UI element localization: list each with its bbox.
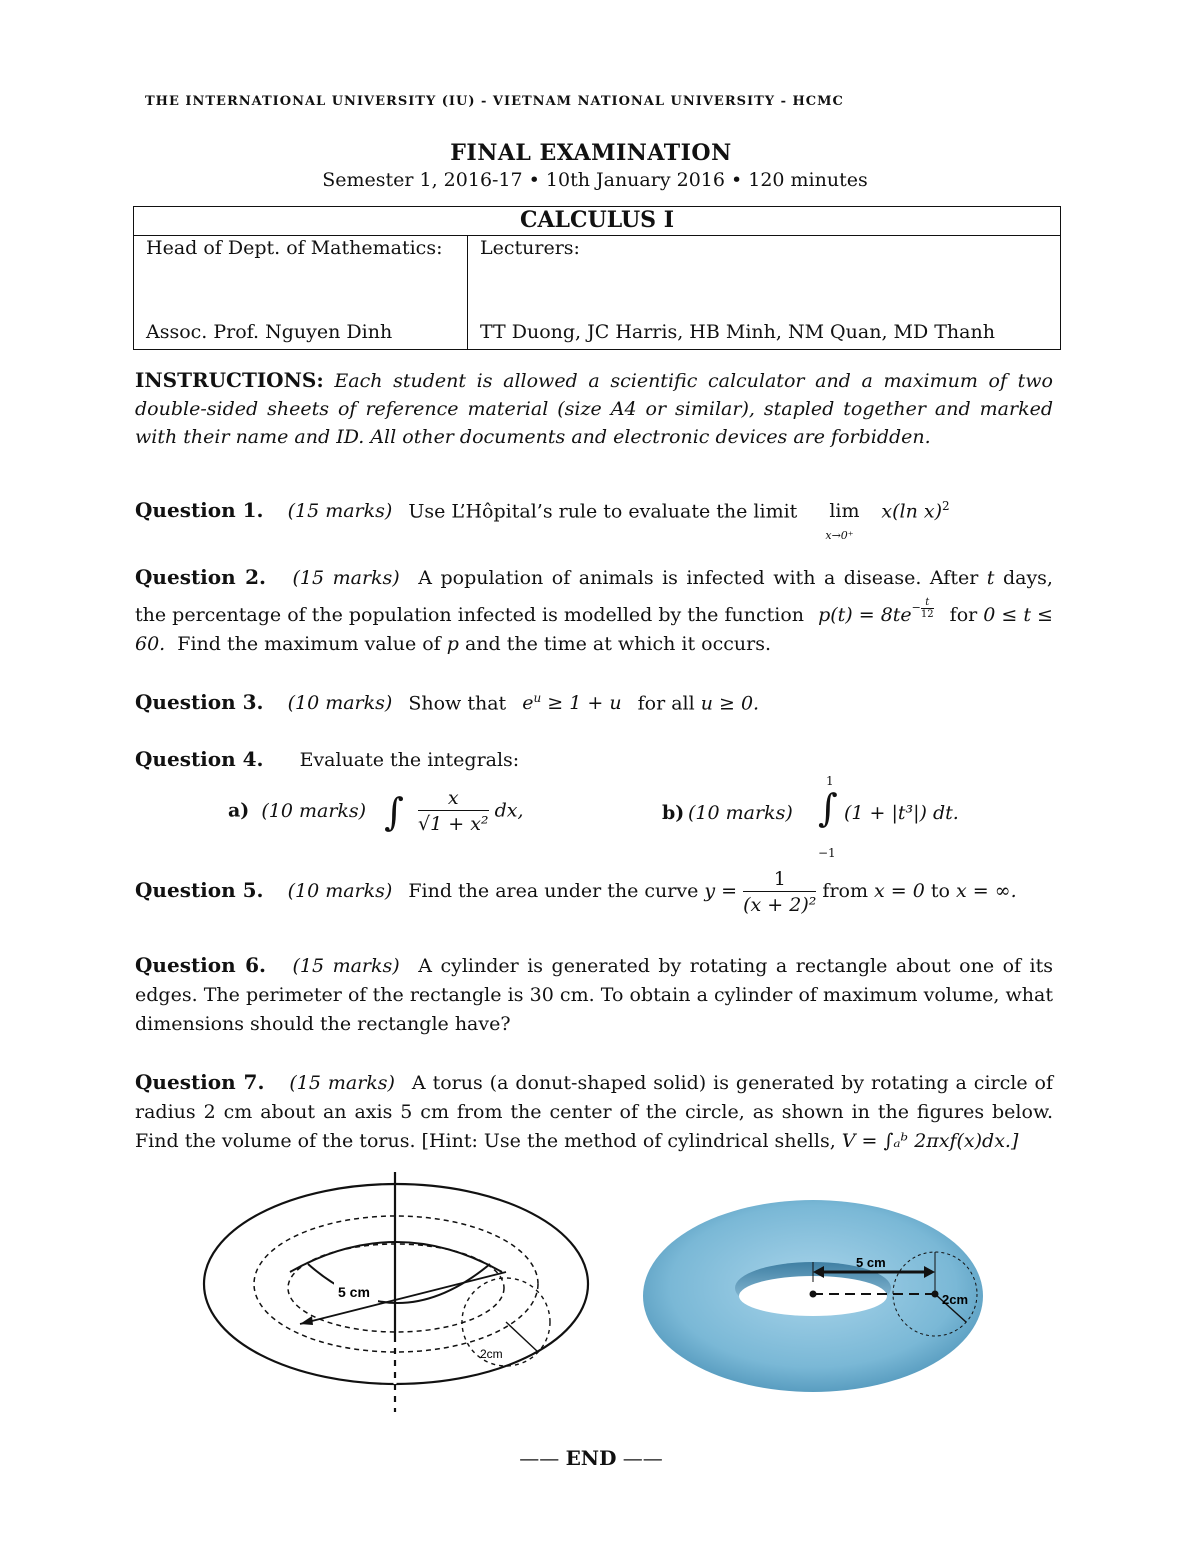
- integrand-a-dx: dx,: [494, 799, 524, 822]
- question-7-label: Question 7.: [135, 1070, 265, 1094]
- question-3-text-b: for all: [637, 692, 695, 715]
- question-2-text-b: days, the percentage of the population infected is modelled by the function: [135, 567, 1053, 626]
- exam-title: FINAL EXAMINATION: [450, 140, 732, 166]
- exam-subtitle: Semester 1, 2016-17 • 10th January 2016 • 120 minutes: [322, 169, 868, 191]
- question-5: [135, 862, 1053, 919]
- from-value: x = 0: [874, 880, 925, 902]
- upper-limit: 1: [826, 774, 834, 788]
- integral-b: [662, 774, 982, 864]
- question-2-text-d: Find the maximum value of: [177, 633, 441, 655]
- label-5cm-right: 5 cm: [856, 1255, 886, 1270]
- limit-operator: [825, 497, 875, 543]
- question-5-text-b: from: [822, 880, 868, 902]
- instructions: [135, 366, 1053, 451]
- head-name: Assoc. Prof. Nguyen Dinh: [146, 321, 393, 343]
- head-label: Head of Dept. of Mathematics:: [146, 237, 443, 259]
- var-t: t: [986, 567, 995, 589]
- question-3: [135, 684, 1053, 718]
- end-dash-right: ——: [622, 1446, 663, 1470]
- question-1-marks: (15 marks): [287, 500, 393, 523]
- to-value: x = ∞.: [956, 880, 1017, 902]
- label-2cm-left: 2cm: [480, 1347, 503, 1361]
- var-p: p: [446, 633, 459, 655]
- question-2-text-c: for: [949, 604, 978, 626]
- torus-diagram-right: [638, 1196, 988, 1396]
- to-word: to: [930, 880, 950, 902]
- end-label: END: [565, 1446, 617, 1470]
- question-5-label: Question 5.: [135, 878, 264, 902]
- integrand-a-num: x: [418, 786, 489, 811]
- end-dash-left: ——: [519, 1446, 560, 1470]
- part-b-marks: (10 marks): [688, 802, 793, 824]
- curve-y: y =: [704, 880, 738, 902]
- question-5-text-a: Find the area under the curve: [408, 880, 699, 902]
- integral-sign-a: ∫: [384, 789, 404, 834]
- university-header: THE INTERNATIONAL UNIVERSITY (IU) - VIETNAM NATIONAL UNIVERSITY - HCMC: [145, 94, 844, 109]
- ineq-condition: u ≥ 0.: [700, 692, 760, 715]
- instructions-text: Each student is allowed a scientific calculator and a maximum of two double-sided sheets of reference material (size A4 or similar), stapled together and marked with their name and ID. All other documents and electronic devices are forbidden.: [135, 370, 1053, 448]
- integral-a: [228, 786, 524, 837]
- question-6-label: Question 6.: [135, 953, 266, 977]
- integrand-a-den: √1 + x²: [418, 813, 489, 835]
- question-7-text: A torus (a donut-shaped solid) is generated by rotating a circle of radius 2 cm about an axis 5 cm from the center of the circle, as shown in the figures below. Find the volume of the torus. [Hint: Use the method of cylindrical shells,: [135, 1072, 1053, 1152]
- label-2cm-right: 2cm: [942, 1292, 969, 1307]
- lecturers-label: Lecturers:: [480, 237, 580, 259]
- question-4-text: Evaluate the integrals:: [299, 749, 520, 771]
- radius-2cm-line: [506, 1322, 538, 1352]
- question-6-text: A cylinder is generated by rotating a rectangle about one of its edges. The perimeter of the rectangle is 30 cm. To obtain a cylinder of maximum volume, what dimensions should the rectangle have?: [135, 955, 1054, 1035]
- question-2: [135, 563, 1053, 659]
- question-7-marks: (15 marks): [289, 1072, 395, 1094]
- part-a-marks: (10 marks): [261, 799, 367, 822]
- end-footer: [0, 1446, 1182, 1470]
- integral-sign-b: ∫: [818, 786, 838, 830]
- question-7: [135, 1068, 1053, 1156]
- population-function: p(t) = 8te: [818, 604, 912, 626]
- question-1-label: Question 1.: [135, 498, 264, 523]
- question-4-label: Question 4.: [135, 747, 264, 771]
- question-1: [135, 492, 1053, 543]
- question-3-label: Question 3.: [135, 690, 264, 715]
- time-range: 0 ≤ t ≤ 60.: [135, 604, 1053, 655]
- question-6: [135, 951, 1053, 1039]
- lim-subscript: x→0⁺: [825, 529, 854, 543]
- course-name: CALCULUS I: [134, 207, 1060, 236]
- integrand-b: (1 + |t³|) dt.: [844, 802, 959, 824]
- question-4: [135, 745, 1053, 775]
- label-5cm-left: 5 cm: [338, 1284, 370, 1300]
- ineq-sup: u: [533, 691, 542, 705]
- question-1-text: Use L’Hôpital’s rule to evaluate the limit: [408, 500, 798, 523]
- part-a-label: a): [228, 799, 250, 822]
- curve-fraction: [743, 867, 816, 918]
- exponent-num: t: [921, 597, 934, 609]
- instructions-label: INSTRUCTIONS:: [135, 368, 324, 392]
- question-3-text-a: Show that: [408, 692, 507, 715]
- torus-diagram-left: [200, 1172, 600, 1417]
- lecturers-names: TT Duong, JC Harris, HB Minh, NM Quan, MD Thanh: [480, 321, 995, 343]
- question-6-marks: (15 marks): [292, 955, 400, 977]
- question-3-marks: (10 marks): [287, 692, 393, 715]
- curve-den: (x + 2)²: [743, 893, 817, 916]
- lower-limit: −1: [818, 846, 836, 860]
- question-2-label: Question 2.: [135, 565, 266, 589]
- question-2-marks: (15 marks): [292, 567, 400, 589]
- hint-formula: V = ∫ₐᵇ 2πxf(x)dx.]: [841, 1130, 1019, 1152]
- part-b-label: b): [662, 802, 685, 824]
- question-2-text-e: and the time at which it occurs.: [464, 633, 771, 655]
- radius-5cm-line: [300, 1272, 506, 1324]
- question-2-text-a: A population of animals is infected with a disease. After: [418, 567, 979, 589]
- limit-exponent: 2: [942, 499, 950, 513]
- exponent: − $\frac{t}{12}$: [911, 596, 934, 620]
- integrand-a: [418, 786, 489, 837]
- limit-expression: x(ln x): [881, 500, 943, 523]
- axis-point: [810, 1291, 817, 1298]
- exponent-den: 12: [920, 608, 934, 620]
- ineq-base: e: [522, 692, 534, 715]
- arrow-head-left: [300, 1316, 313, 1325]
- curve-num: 1: [743, 867, 816, 892]
- ineq-rest: ≥ 1 + u: [547, 692, 622, 715]
- box-divider: [467, 235, 468, 349]
- question-5-marks: (10 marks): [287, 880, 393, 902]
- course-info-box: [133, 206, 1061, 350]
- lim-word: lim: [829, 500, 860, 523]
